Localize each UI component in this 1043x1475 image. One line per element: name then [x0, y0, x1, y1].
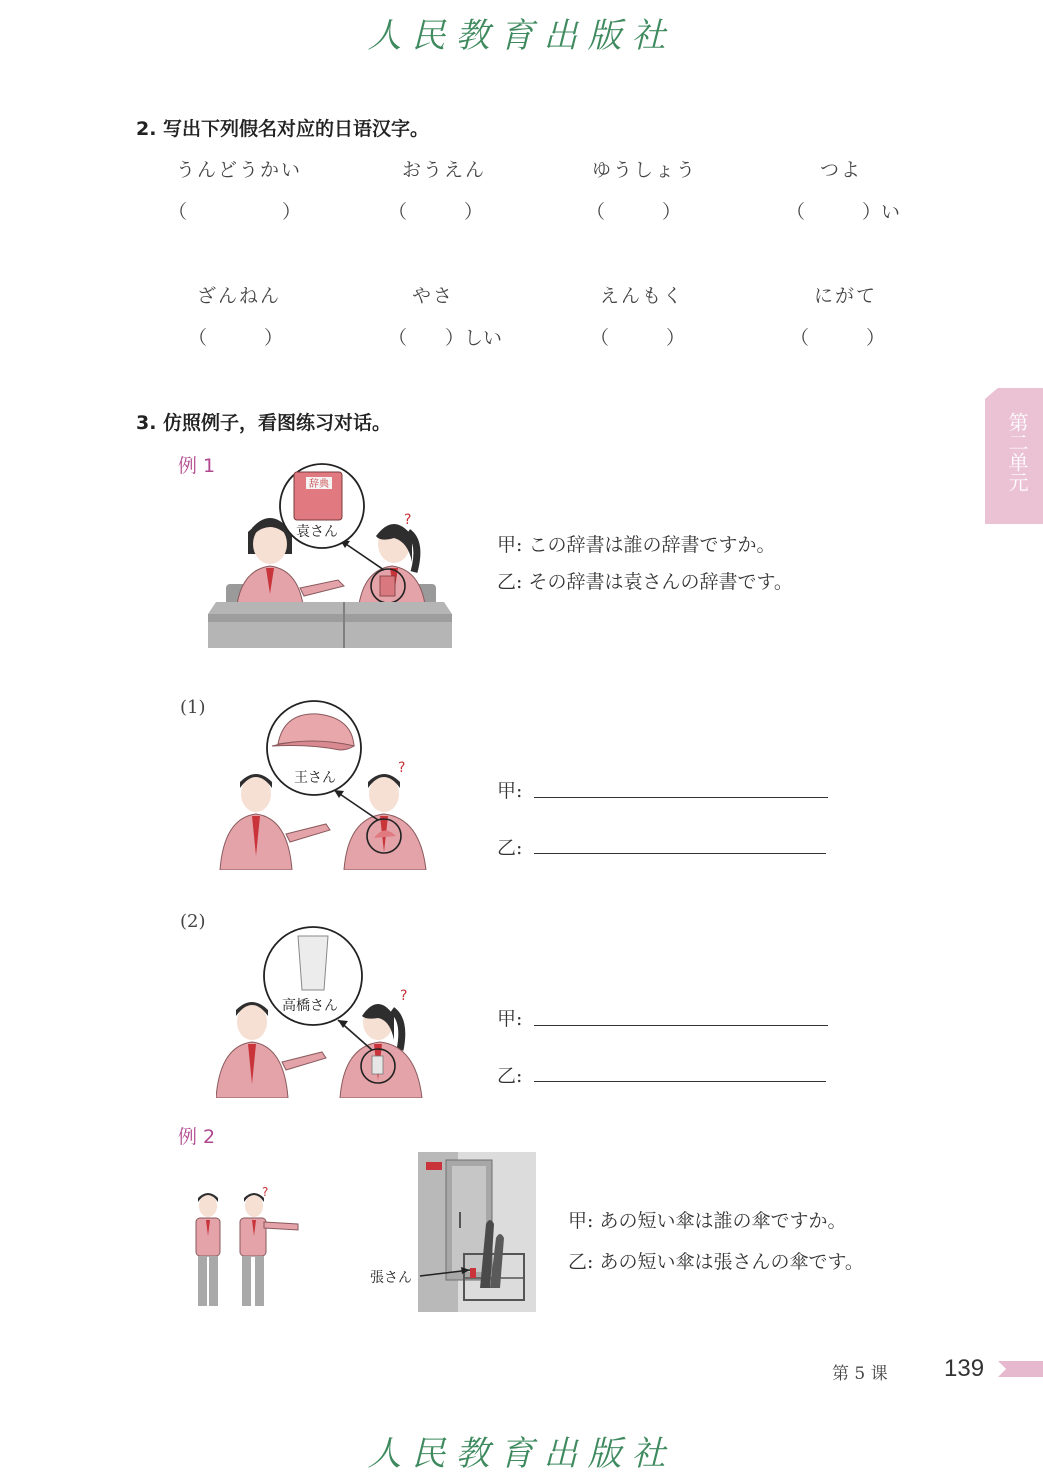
page-number: 139 [944, 1355, 985, 1382]
svg-text:?: ? [400, 988, 408, 1004]
answer-blank[interactable]: （ ） [168, 201, 302, 223]
item-1-ko-answer-line[interactable] [534, 797, 828, 798]
kana-nigate: にがて [814, 285, 878, 307]
example-2-label: 例 2 [178, 1126, 216, 1148]
item-2-ko-answer-line[interactable] [534, 1025, 828, 1026]
svg-text:王さん: 王さん [294, 770, 336, 786]
example-2-line-1: 甲: あの短い傘は誰の傘ですか。 [568, 1210, 847, 1232]
svg-text:袁さん: 袁さん [296, 524, 338, 540]
svg-text:?: ? [262, 1185, 269, 1199]
item-2-label: (2) [180, 911, 206, 932]
publisher-logo-footer: 人民教育出版社 [367, 1434, 676, 1474]
example-1-illustration [208, 462, 452, 648]
svg-text:?: ? [398, 760, 406, 776]
answer-blank[interactable]: （ ） [790, 327, 886, 349]
item-1-label: (1) [180, 697, 206, 718]
kana-undoukai: うんどうかい [176, 159, 303, 181]
item-2-otsu-label: 乙: [497, 1065, 523, 1087]
item-1-ko-label: 甲: [497, 780, 523, 802]
publisher-logo: 人民教育出版社 [367, 16, 676, 56]
svg-text:張さん: 張さん [370, 1270, 412, 1286]
answer-blank[interactable]: （ ）しい [388, 327, 503, 349]
unit-side-tab-label: 第二单元 [1005, 412, 1029, 492]
lesson-label: 第 5 课 [832, 1364, 888, 1384]
answer-blank[interactable]: （ ） [388, 201, 484, 223]
example-1-label: 例 1 [178, 455, 216, 477]
example-1-line-2: 乙: その辞書は袁さんの辞書です。 [497, 571, 793, 593]
question-2-title: 2. 写出下列假名对应的日语汉字。 [136, 118, 430, 140]
kana-yasa: やさ [412, 285, 455, 307]
item-1-otsu-label: 乙: [497, 837, 523, 859]
svg-text:?: ? [404, 512, 412, 528]
kana-ouen: おうえん [402, 159, 487, 181]
page-marker-bar [998, 1361, 1043, 1377]
item-2-ko-label: 甲: [497, 1008, 523, 1030]
kana-zannen: ざんねん [197, 285, 282, 307]
kana-yuushou: ゆうしょう [592, 159, 698, 181]
kana-tsuyo: つよ [820, 159, 863, 181]
example-2-umbrella-illustration [370, 1152, 536, 1312]
item-1-illustration [218, 698, 438, 870]
answer-blank[interactable]: （ ） [586, 201, 682, 223]
svg-text:辞典: 辞典 [309, 479, 329, 490]
answer-blank[interactable]: （ ） [590, 327, 686, 349]
answer-blank[interactable]: （ ）い [786, 201, 901, 223]
item-2-illustration [216, 926, 440, 1098]
example-1-line-1: 甲: この辞書は誰の辞書ですか。 [497, 534, 776, 556]
kana-enmoku: えんもく [600, 285, 685, 307]
example-2-people-illustration [176, 1180, 328, 1314]
item-2-otsu-answer-line[interactable] [534, 1081, 826, 1082]
svg-text:高橋さん: 高橋さん [282, 998, 338, 1014]
answer-blank[interactable]: （ ） [188, 327, 284, 349]
item-1-otsu-answer-line[interactable] [534, 853, 826, 854]
example-2-line-2: 乙: あの短い傘は張さんの傘です。 [568, 1251, 864, 1273]
question-3-title: 3. 仿照例子，看图练习对话。 [136, 412, 392, 434]
